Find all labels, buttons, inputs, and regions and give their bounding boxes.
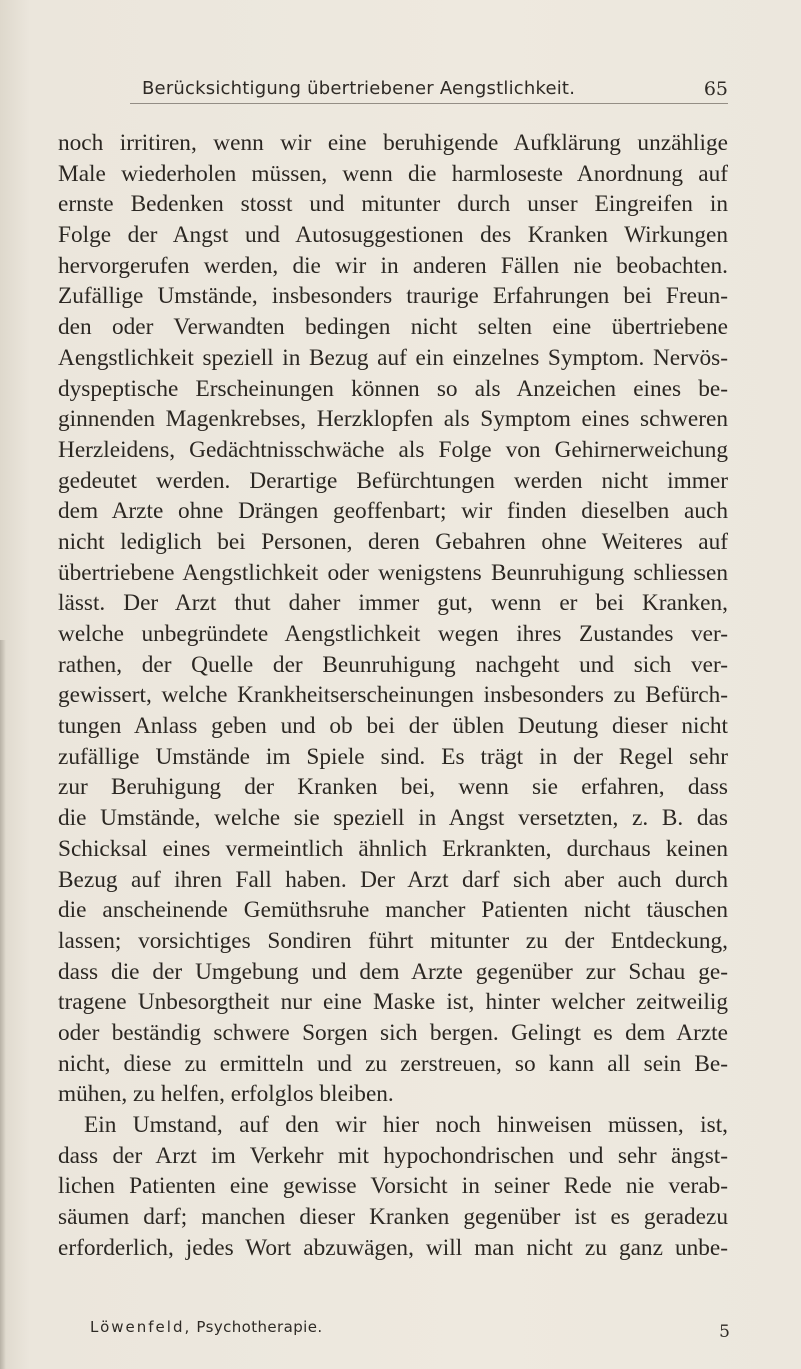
text-line: lässt. Der Arzt thut daher immer gut, wenn er bei Kranken, xyxy=(58,590,728,617)
text-line: tungen Anlass geben und ob bei der üblen Deutung dieser nicht xyxy=(58,713,728,740)
text-line: welche unbegründete Aengstlichkeit wegen ihres Zustandes ver- xyxy=(58,621,728,647)
spine-shadow xyxy=(0,640,6,1369)
sheet-number: 5 xyxy=(719,1322,730,1342)
text-line: nicht, diese zu ermitteln und zu zerstreuen, so kann all sein Be- xyxy=(58,1050,728,1077)
text-line: dyspeptische Erscheinungen können so als Anzeichen eines be- xyxy=(58,375,728,402)
header-rule xyxy=(130,103,728,104)
text-line: noch irritiren, wenn wir eine beruhigende Aufklärung unzählige xyxy=(58,130,728,156)
text-line: zufällige Umstände im Spiele sind. Es trägt in der Regel sehr xyxy=(58,743,728,770)
text-line: ginnenden Magenkrebses, Herzklopfen als Symptom eines schweren xyxy=(58,406,728,433)
paragraph-end-line: mühen, zu helfen, erfolglos bleiben. xyxy=(58,1081,394,1108)
text-line: oder beständig schwere Sorgen sich bergen. Gelingt es dem Arzte xyxy=(58,1019,728,1046)
running-head xyxy=(142,76,728,106)
text-line: Bezug auf ihren Fall haben. Der Arzt darf sich aber auch durch xyxy=(58,866,728,893)
text-line: die Umstände, welche sie speziell in Angst versetzten, z. B. das xyxy=(58,805,728,832)
text-line: erforderlich, jedes Wort abzuwägen, will man nicht zu ganz unbe- xyxy=(58,1234,728,1261)
text-line: nicht lediglich bei Personen, deren Gebahren ohne Weiteres auf xyxy=(58,528,728,555)
text-line: Folge der Angst und Autosuggestionen des Kranken Wirkungen xyxy=(58,222,728,249)
paragraph-start-line: Ein Umstand, auf den wir hier noch hinweisen müssen, ist, xyxy=(84,1112,728,1138)
text-line: ernste Bedenken stosst und mitunter durch unser Eingreifen in xyxy=(58,191,728,218)
text-line: gewissert, welche Krankheitserscheinungen insbesonders zu Befürch- xyxy=(58,682,728,709)
text-line: dem Arzte ohne Drängen geoffenbart; wir finden dieselben auch xyxy=(58,498,728,525)
text-line: übertriebene Aengstlichkeit oder wenigstens Beunruhigung schliessen xyxy=(58,559,728,586)
text-line: Male wiederholen müssen, wenn die harmloseste Anordnung auf xyxy=(58,160,728,187)
text-line: den oder Verwandten bedingen nicht selten eine übertriebene xyxy=(58,314,728,341)
work-title: Psychotherapie. xyxy=(196,1318,323,1336)
text-line: zur Beruhigung der Kranken bei, wenn sie erfahren, dass xyxy=(58,774,728,801)
author-name: Löwenfeld, xyxy=(90,1318,192,1336)
text-line: Schicksal eines vermeintlich ähnlich Erkrankten, durchaus keinen xyxy=(58,835,728,862)
body-text xyxy=(58,128,728,1263)
text-line: säumen darf; manchen dieser Kranken gegenüber ist es geradezu xyxy=(58,1204,728,1231)
text-line: tragene Unbesorgtheit nur eine Maske ist, hinter welcher zeitweilig xyxy=(58,989,728,1016)
text-line: rathen, der Quelle der Beunruhigung nachgeht und sich ver- xyxy=(58,651,728,678)
text-line: hervorgerufen werden, die wir in anderen Fällen nie beobachten. xyxy=(58,252,728,279)
sheet-signature-line xyxy=(90,1318,730,1344)
text-line: gedeutet werden. Derartige Befürchtungen werden nicht immer xyxy=(58,467,728,494)
text-line: Herzleidens, Gedächtnisschwäche als Folge von Gehirnerweichung xyxy=(58,436,728,463)
text-line: dass die der Umgebung und dem Arzte gegenüber zur Schau ge- xyxy=(58,958,728,985)
running-title: Berücksichtigung übertriebener Aengstlichkeit. xyxy=(142,78,576,99)
text-line: dass der Arzt im Verkehr mit hypochondrischen und sehr ängst- xyxy=(58,1142,728,1169)
text-line: die anscheinende Gemüthsruhe mancher Patienten nicht täuschen xyxy=(58,897,728,924)
signature-text xyxy=(90,1318,323,1336)
text-line: Aengstlichkeit speziell in Bezug auf ein einzelnes Symptom. Nervös- xyxy=(58,344,728,371)
text-line: lichen Patienten eine gewisse Vorsicht in seiner Rede nie verab- xyxy=(58,1173,728,1200)
text-line: lassen; vorsichtiges Sondiren führt mitunter zu der Entdeckung, xyxy=(58,927,728,954)
text-line: Zufällige Umstände, insbesonders traurige Erfahrungen bei Freun- xyxy=(58,283,728,310)
page-number: 65 xyxy=(703,78,728,100)
